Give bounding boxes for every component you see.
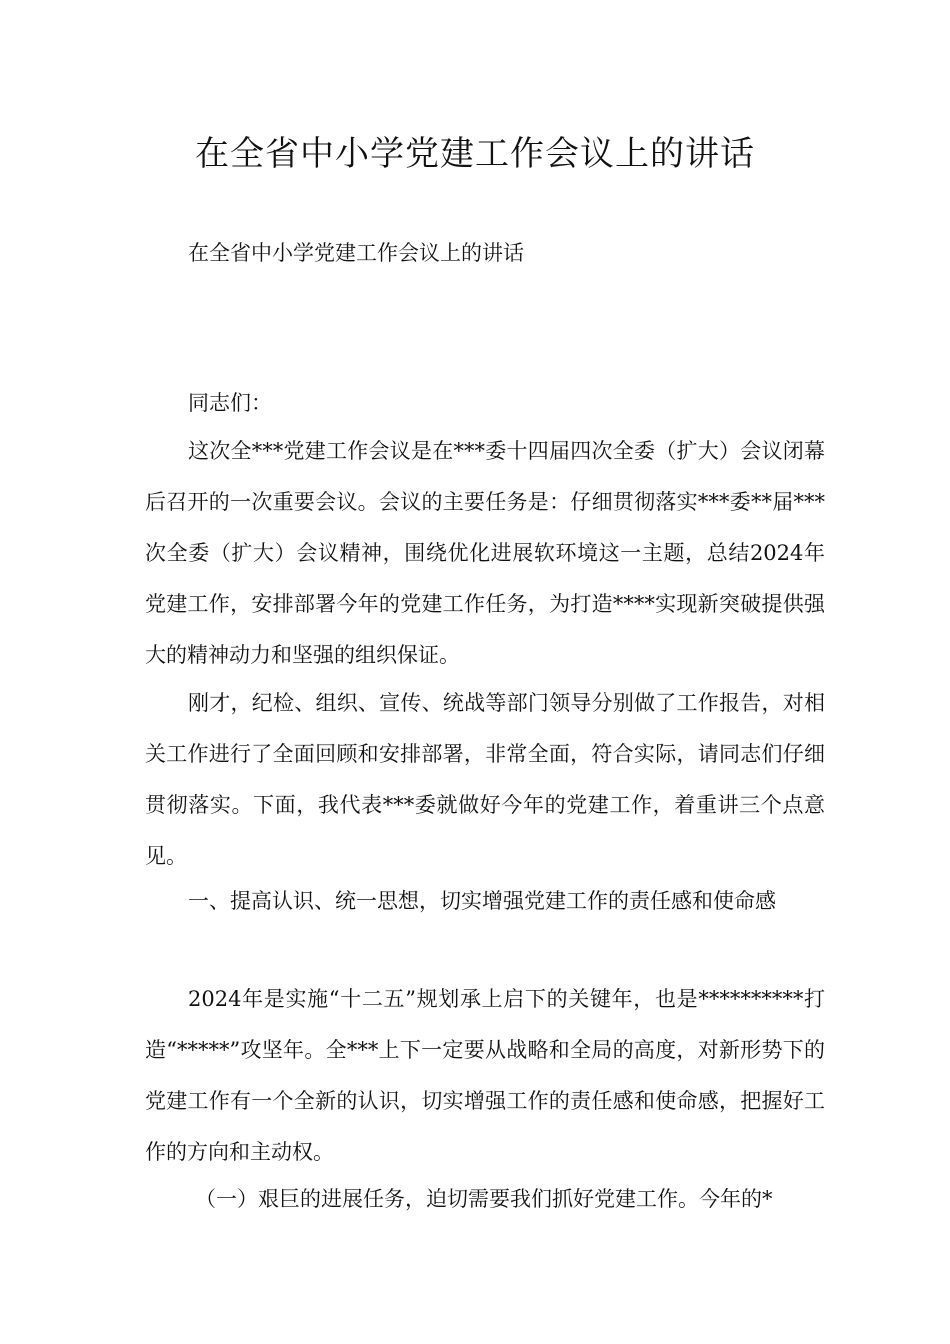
body-paragraph: 刚才，纪检、组织、宣传、统战等部门领导分别做了工作报告，对相关工作进行了全面回顾和安排部署，非常全面，符合实际，请同志们仔细贯彻落实。下面，我代表***委就做好今年的党建工作，着重讲三个点意见。: [145, 691, 825, 868]
section-heading: 一、提高认识、统一思想，切实增强党建工作的责任感和使命感: [188, 889, 776, 913]
body-paragraph: 2024年是实施“十二五”规划承上启下的关键年，也是**********打造“*****”攻坚年。全***上下一定要从战略和全局的高度，对新形势下的党建工作有一个全新的认识，切实增强工作的责任感和使命感，把握好工作的方向和主动权。: [145, 987, 825, 1164]
salutation: 同志们：: [188, 391, 272, 415]
document-subtitle: 在全省中小学党建工作会议上的讲话: [188, 241, 524, 265]
subsection-paragraph: （一）艰巨的进展任务，迫切需要我们抓好党建工作。今年的*: [195, 1187, 773, 1211]
document-title: 在全省中小学党建工作会议上的讲话: [195, 134, 755, 174]
body-paragraph: 这次全***党建工作会议是在***委十四届四次全委（扩大）会议闭幕后召开的一次重要会议。会议的主要任务是：仔细贯彻落实***委**届***次全委（扩大）会议精神，围绕优化进展软环境这一主题，总结2024年党建工作，安排部署今年的党建工作任务，为打造****实现新突破提供强大的精神动力和坚强的组织保证。: [145, 439, 825, 667]
